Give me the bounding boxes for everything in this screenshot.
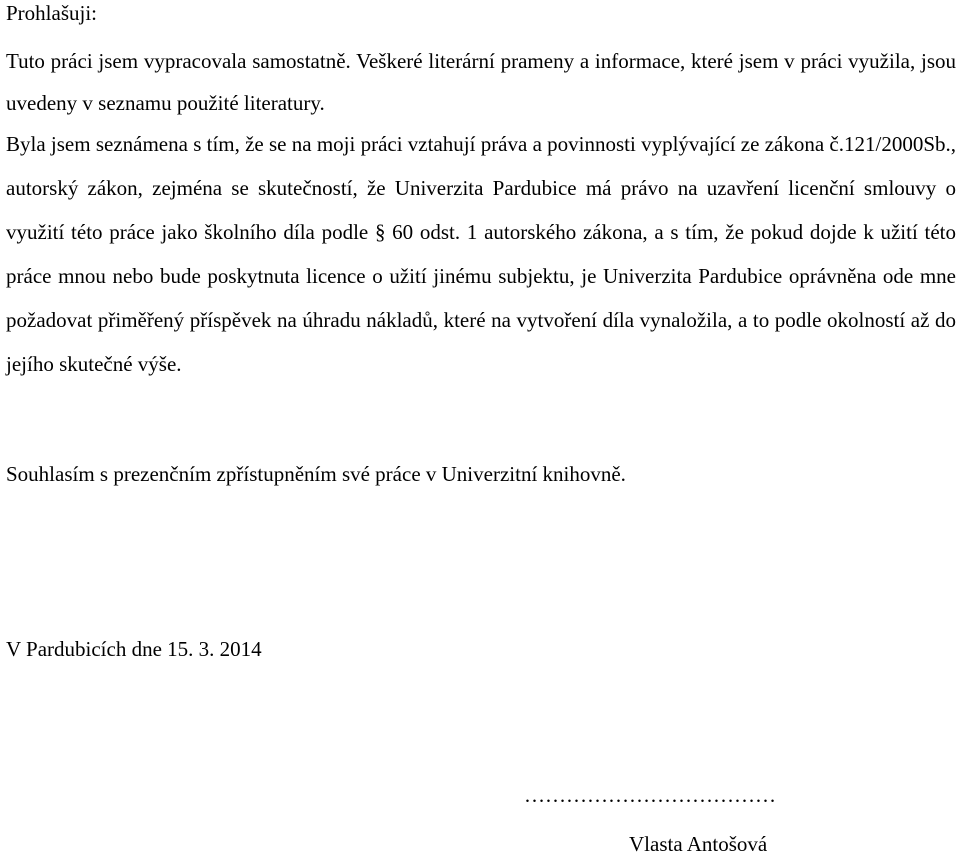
signature-line: ……………………………… (524, 783, 776, 807)
declaration-heading: Prohlašuji: (6, 1, 98, 25)
declaration-paragraph-library-consent: Souhlasím s prezenčním zpřístupněním své práce v Univerzitní knihovně. (6, 462, 626, 486)
declaration-paragraph-originality: Tuto práci jsem vypracovala samostatně. Veškeré literární prameny a informace, které jsem v práci využila, jsou uvedeny v seznamu použité literatury. (6, 49, 956, 115)
place-and-date: V Pardubicích dne 15. 3. 2014 (6, 637, 262, 661)
signature-name: Vlasta Antošová (629, 832, 768, 856)
declaration-paragraph-copyright: Byla jsem seznámena s tím, že se na moji práci vztahují práva a povinnosti vyplývající ze zákona č.121/2000Sb., autorský zákon, zejména se skutečností, že Univerzita Pardubice má právo na uzavření licenční smlouvy o využití této práce jako školního díla podle § 60 odst. 1 autorského zákona, a s tím, že pokud dojde k užití této práce mnou nebo bude poskytnuta licence o užití jinému subjektu, je Univerzita Pardubice oprávněna ode mne požadovat přiměřený příspěvek na úhradu nákladů, které na vytvoření díla vynaložila, a to podle okolností až do jejího skutečné výše. (6, 132, 956, 376)
